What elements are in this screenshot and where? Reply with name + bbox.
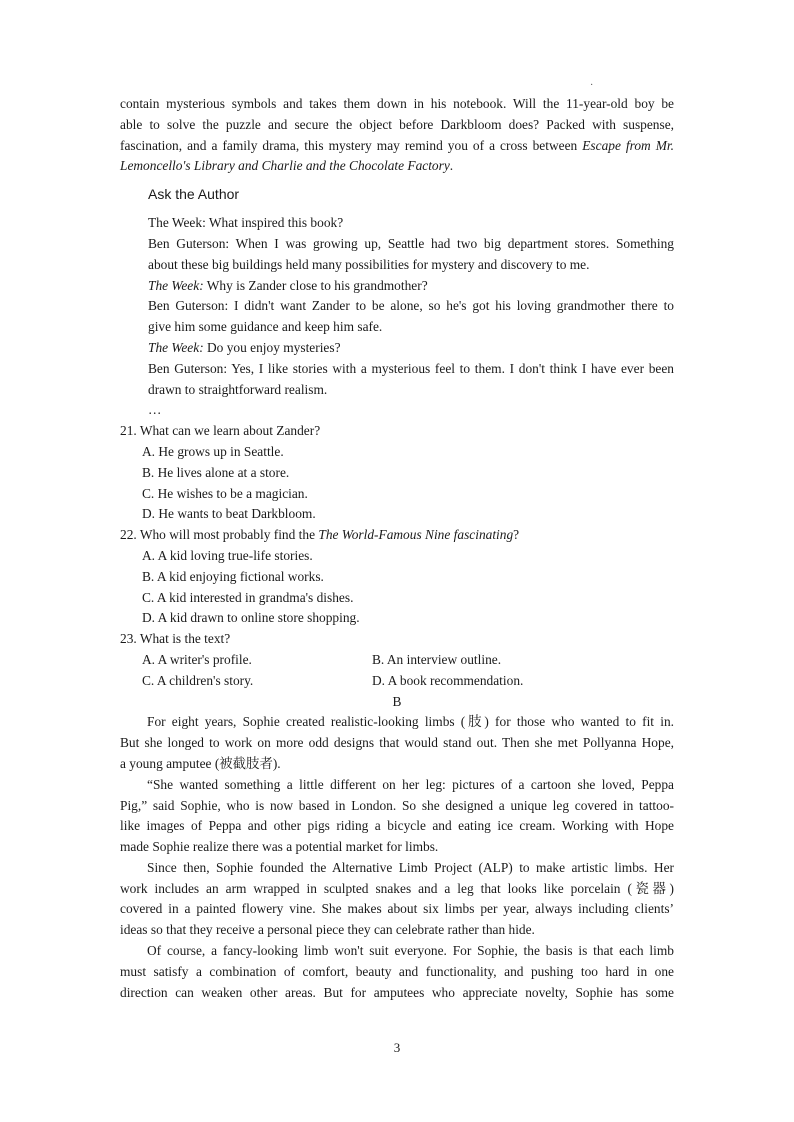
question-22: [120, 525, 674, 629]
book-title-italic: Lemoncello's Library and Charlie and the Chocolate Factory: [120, 158, 450, 174]
option-c: C. He wishes to be a magician.: [142, 485, 308, 501]
question-stem: 23. What is the text?: [120, 631, 231, 647]
interview-question: The Week: What inspired this book?: [148, 215, 344, 231]
option-a: A. A kid loving true-life stories.: [142, 547, 313, 563]
passage-line: made Sophie realize there was a potential market for limbs.: [120, 839, 439, 855]
option-d: D. A kid drawn to online store shopping.: [142, 610, 360, 626]
stem-italic: The World-Famous Nine fascinating: [318, 527, 514, 543]
passage-line: “She wanted something a little different on her leg: pictures of a cartoon she loved, Peppa: [147, 776, 674, 792]
question-text: Do you enjoy mysteries?: [203, 339, 341, 355]
option-a: A. He grows up in Seattle.: [142, 443, 284, 459]
intro-paragraph: [120, 94, 674, 177]
question-23: [120, 629, 674, 691]
top-mark: ·: [590, 80, 594, 91]
passage-line: covered in a painted flowery vine. She makes about six limbs per year, always including clients’: [120, 901, 674, 917]
question-21: [120, 421, 674, 525]
document-body: [120, 94, 674, 1003]
question-stem: 21. What can we learn about Zander?: [120, 423, 321, 439]
option-d: D. A book recommendation.: [372, 672, 524, 688]
section-b-heading: B: [392, 693, 402, 709]
intro-line: [120, 136, 674, 157]
interview-answer-line: Ben Guterson: When I was growing up, Seattle had two big department stores. Something: [148, 235, 674, 251]
intro-line: [120, 156, 674, 177]
intro-line: contain mysterious symbols and takes them down in his notebook. Will the 11-year-old boy be: [120, 96, 674, 111]
options-row: [120, 650, 674, 671]
passage-line: like images of Peppa and other pigs riding a bicycle and eating ice cream. Working with Hope: [120, 818, 674, 834]
option-b: B. An interview outline.: [372, 651, 502, 667]
interview-question: [120, 276, 674, 297]
stem-text: ?: [513, 527, 520, 543]
interview: [120, 213, 674, 421]
options-row: [120, 671, 674, 692]
question-stem: [120, 525, 674, 546]
speaker-italic: The Week:: [148, 277, 204, 293]
page-number: 3: [393, 1040, 401, 1055]
speaker-italic: The Week:: [148, 339, 204, 355]
passage-line: Since then, Sophie founded the Alternative Limb Project (ALP) to make artistic limbs. Her: [147, 859, 674, 875]
option-c: C. A kid interested in grandma's dishes.: [142, 589, 354, 605]
interview-answer-line: about these big buildings held many possibilities for mystery and discovery to me.: [148, 256, 590, 272]
interview-answer-line: Ben Guterson: I didn't want Zander to be alone, so he's got his loving grandmother there to: [148, 298, 674, 314]
option-b: B. He lives alone at a store.: [142, 464, 290, 480]
intro-text: fascination, and a family drama, this mystery may remind you of a cross between: [120, 137, 583, 153]
interview-answer-line: Ben Guterson: Yes, I like stories with a mysterious feel to them. I don't think I have ever been: [148, 360, 674, 376]
passage-line: ideas so that they receive a personal piece they can celebrate rather than hide.: [120, 922, 535, 938]
passage-line: For eight years, Sophie created realistic-looking limbs (肢) for those who wanted to fit in.: [147, 714, 674, 730]
passage-line: a young amputee (被截肢者).: [120, 755, 281, 771]
intro-line: able to solve the puzzle and secure the object before Darkbloom does? Packed with suspense,: [120, 116, 674, 132]
passage-line: must satisfy a combination of comfort, beauty and functionality, and pushing too hard in one: [120, 963, 674, 979]
ellipsis: …: [148, 402, 162, 418]
option-d: D. He wants to beat Darkbloom.: [142, 506, 316, 522]
interview-answer-line: give him some guidance and keep him safe.: [148, 319, 383, 335]
intro-text: .: [449, 158, 454, 174]
option-a: A. A writer's profile.: [142, 651, 252, 667]
passage-line: Of course, a fancy-looking limb won't suit everyone. For Sophie, the basis is that each limb: [147, 943, 674, 959]
option-c: C. A children's story.: [142, 672, 254, 688]
book-title-italic: Escape from Mr.: [582, 137, 674, 153]
question-text: Why is Zander close to his grandmother?: [203, 277, 428, 293]
passage-line: direction can weaken other areas. But for amputees who appreciate novelty, Sophie has some: [120, 984, 674, 1000]
passage-line: But she longed to work on more odd designs that would stand out. Then she met Pollyanna Hope,: [120, 735, 674, 751]
passage-line: work includes an arm wrapped in sculpted snakes and a leg that looks like porcelain (瓷器): [120, 880, 674, 896]
ask-author-heading: Ask the Author: [148, 186, 240, 203]
passage-b: [120, 712, 674, 1003]
option-b: B. A kid enjoying fictional works.: [142, 568, 324, 584]
interview-answer-line: drawn to straightforward realism.: [148, 381, 328, 397]
interview-question: [120, 338, 674, 359]
passage-line: Pig,” said Sophie, who is now based in London. So she designed a unique leg covered in tattoo-: [120, 797, 674, 813]
stem-text: 22. Who will most probably find the: [120, 527, 319, 543]
